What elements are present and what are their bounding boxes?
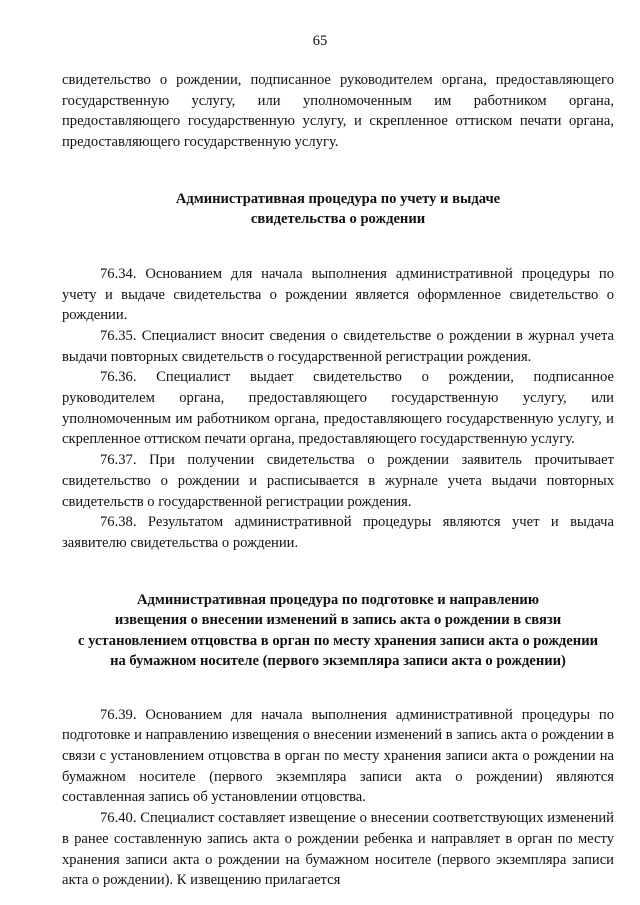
paragraph-76-34: 76.34. Основанием для начала выполнения административной процедуры по учету и выдаче свидетельства о рождении является оформленное свидетельство о рождении. xyxy=(62,265,614,324)
heading-line: свидетельства о рождении xyxy=(250,211,426,228)
section-2-heading xyxy=(62,590,614,672)
paragraph-76-35: 76.35. Специалист вносит сведения о свидетельстве о рождении в журнал учета выдачи повторных свидетельств о государственной регистрации рождения. xyxy=(62,327,614,365)
paragraph-76-39: 76.39. Основанием для начала выполнения административной процедуры по подготовке и направлению извещения о внесении изменений в запись акта о рождении в связи с установлением отцовства в орган по месту хранения записи акта о рождении на бумажном носителе (первого экземпляра записи акта о рождении) являются составленная запись об установлении отцовства. xyxy=(62,706,614,806)
heading-line: Административная процедура по подготовке и направлению xyxy=(137,591,539,608)
heading-line: извещения о внесении изменений в запись акта о рождении в связи xyxy=(114,612,562,629)
intro-paragraph: свидетельство о рождении, подписанное руководителем органа, предоставляющего государственную услугу, или уполномоченным им работником органа, предоставляющего государственную услугу, и скрепленное оттиском печати органа, предоставляющего государственную услугу. xyxy=(62,72,614,151)
spacer xyxy=(62,672,614,705)
page-number: 65 xyxy=(312,33,328,49)
paragraph-76-37: 76.37. При получении свидетельства о рождении заявитель прочитывает свидетельство о рождении и расписывается в журнале учета выдачи повторных свидетельств о государственной регистрации рождения. xyxy=(62,452,614,510)
section-1-heading xyxy=(62,189,614,230)
document-body xyxy=(62,70,614,891)
heading-line: на бумажном носителе (первого экземпляра записи акта о рождении) xyxy=(110,653,566,670)
spacer xyxy=(62,554,614,590)
spacer xyxy=(62,230,614,264)
heading-line: с установлением отцовства в орган по месту хранения записи акта о рождении xyxy=(77,632,599,649)
paragraph-76-38: 76.38. Результатом административной процедуры являются учет и выдача заявителю свидетельства о рождении. xyxy=(62,514,614,551)
spacer xyxy=(62,153,614,189)
heading-line: Административная процедура по учету и выдаче xyxy=(175,190,501,207)
paragraph-76-40: 76.40. Специалист составляет извещение о внесении соответствующих изменений в ранее составленную запись акта о рождении ребенка и направляет в орган по месту хранения записи акта о рождении на бумажном носителе (первого экземпляра записи акта о рождении). К извещению прилагается xyxy=(62,810,614,889)
paragraph-76-36: 76.36. Специалист выдает свидетельство о рождении, подписанное руководителем органа, предоставляющего государственную услугу, или уполномоченным им работником органа, предоставляющего государственную услугу, и скрепленное оттиском печати органа, предоставляющего государственную услугу. xyxy=(62,369,614,448)
